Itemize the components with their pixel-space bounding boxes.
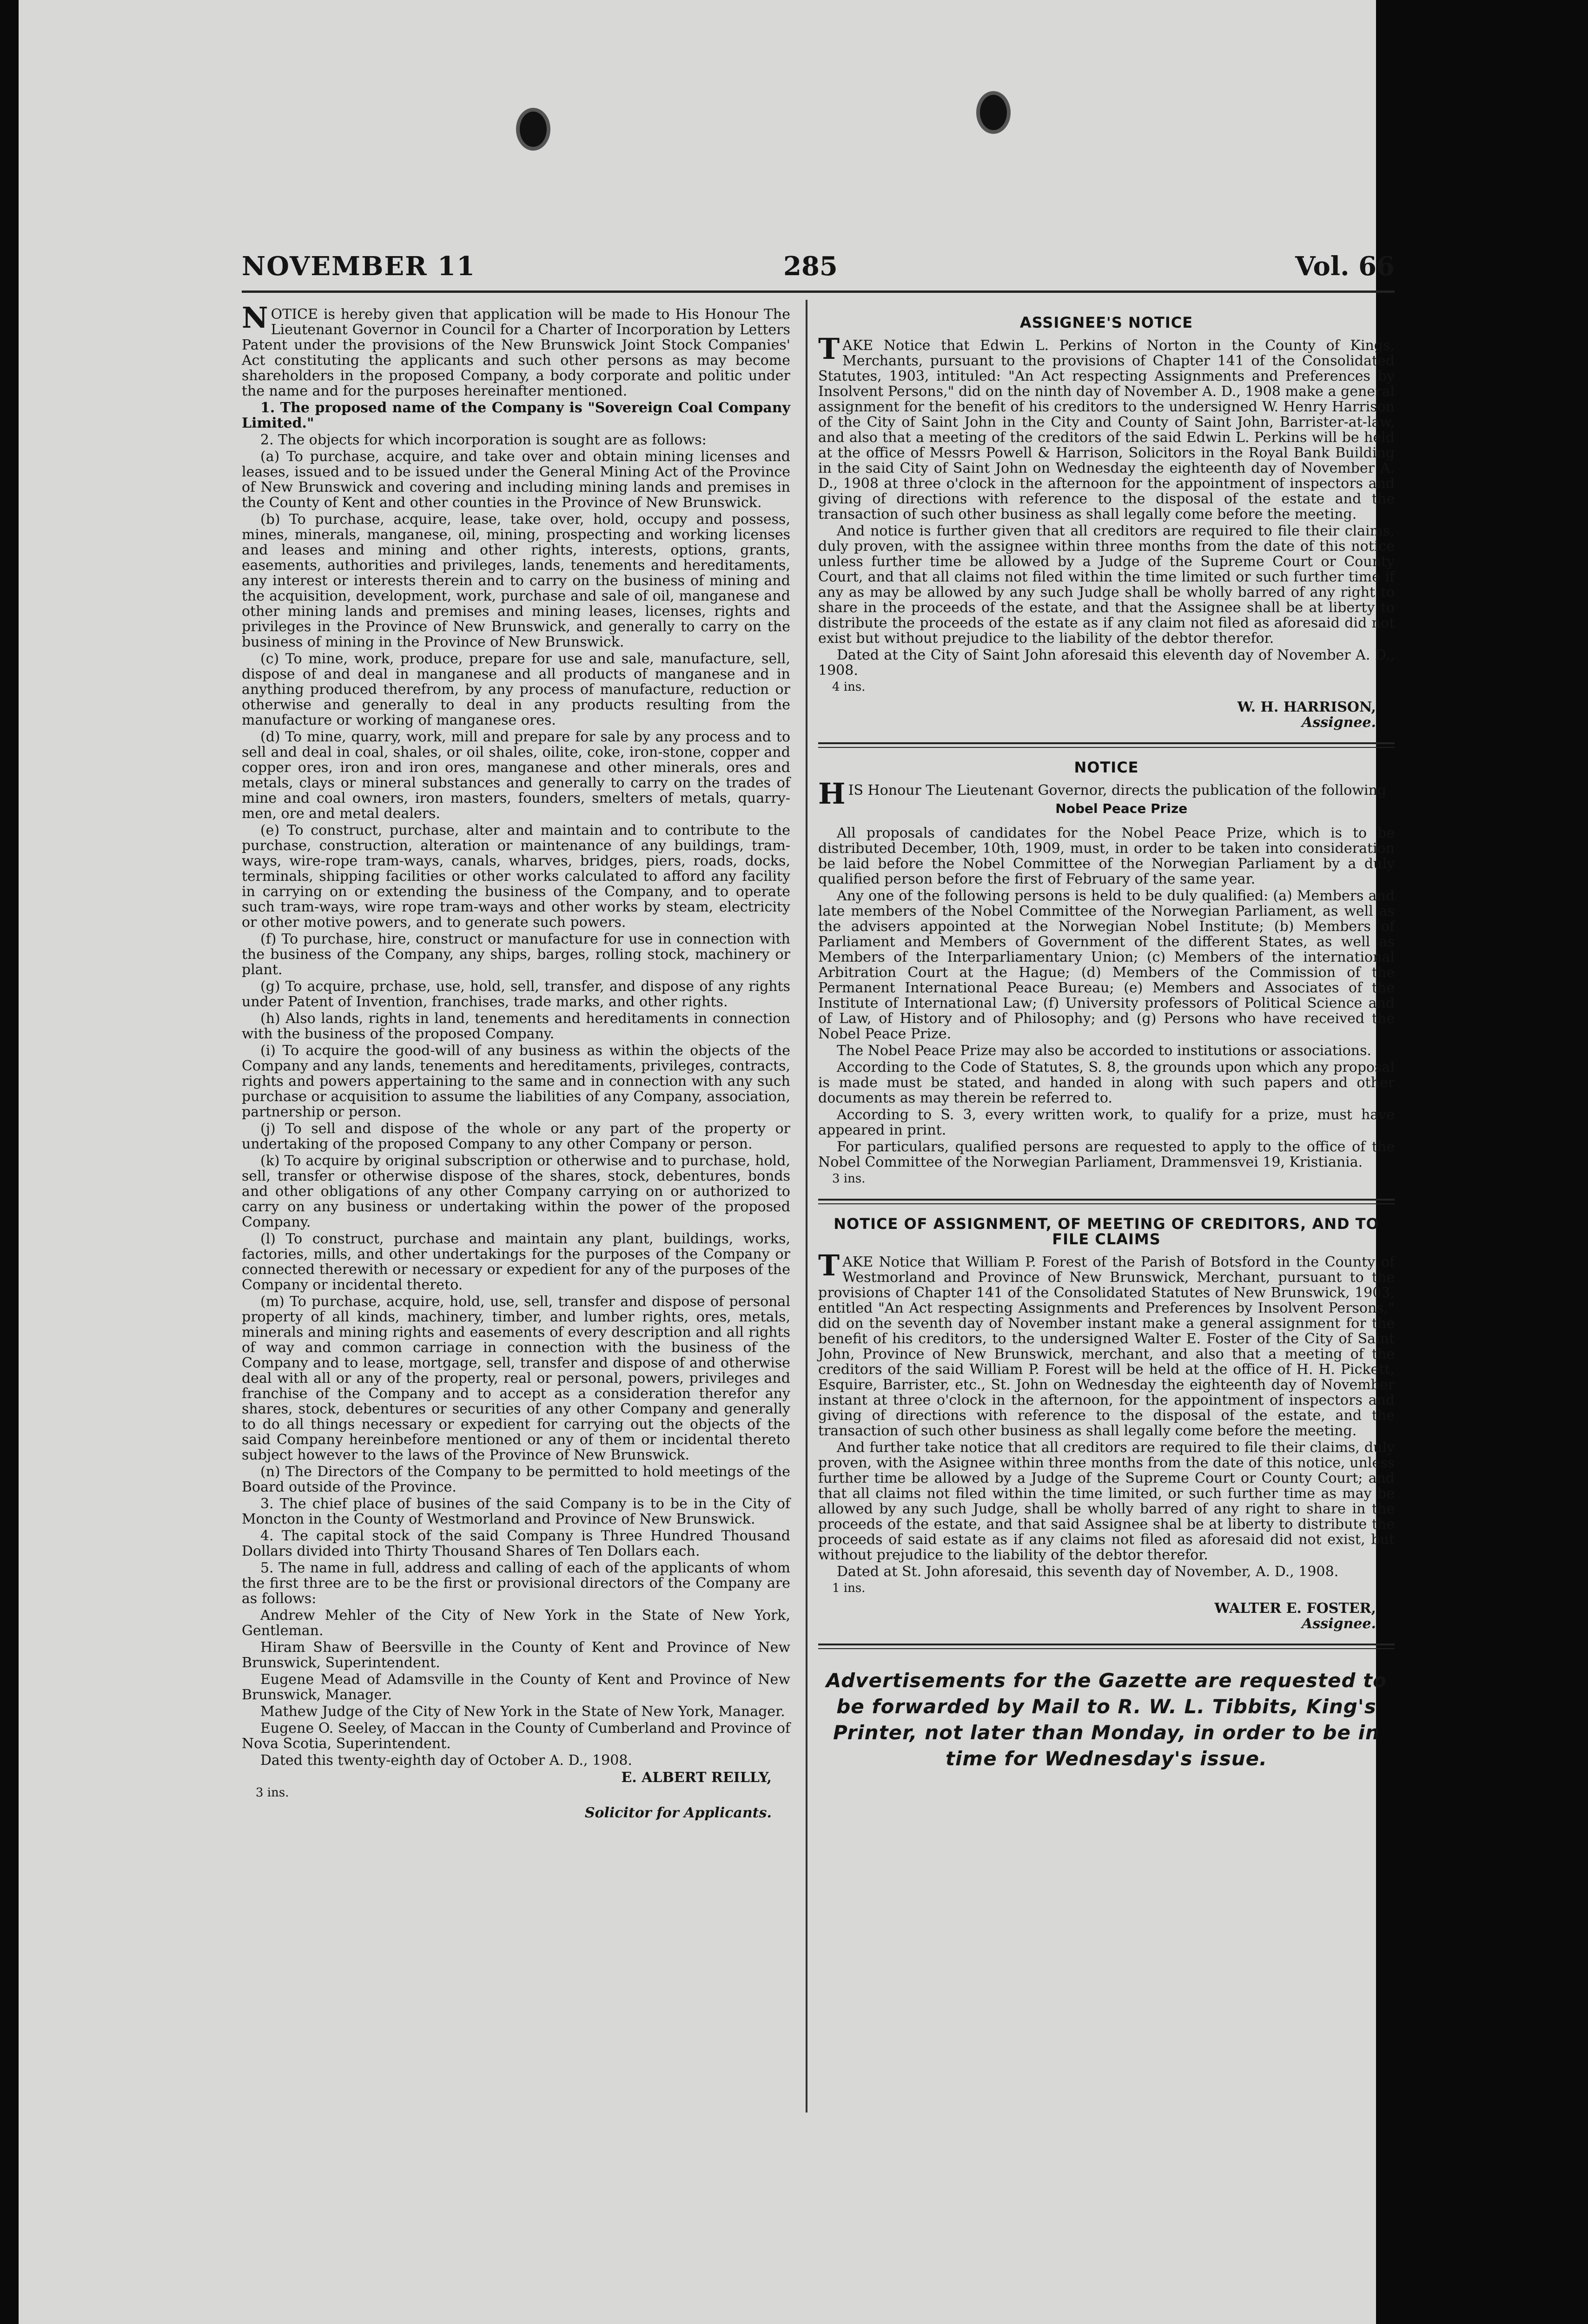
object-d: (d) To mine, quarry, work, mill and prepare for sale by any process and to sell and deal in coal, shales, or oil shales, oilite, coke, iron-stone, copper and copper ores, iron and iron ores, manganese and other minerals, ores and metals, clays or mineral substances and generally to carry on the trades of mine and coal owners, iron masters, founders, smelters of metals, quarry-men, ore and metal dealers. bbox=[242, 729, 790, 822]
applicant: Mathew Judge of the City of New York in the State of New York, Manager. bbox=[260, 1703, 785, 1720]
volume-number: Vol. 66 bbox=[1295, 251, 1395, 282]
assignee-notice-body: TAKE Notice that Edwin L. Perkins of Norton in the County of Kings, Merchants, pursuant to the provisions of Chapter 141 of the Consolidated Statutes, 1903, intituled: "An Act respecting Assignments and Preferences by Insolvent Persons," did on the ninth day of November A. D., 1908 make a general assignment for the benefit of his creditors to the undersigned W. Henry Harrison of the City of Saint John in the City and County of Saint John, Barrister-at-law, and also that a meeting of the creditors of the said Edwin L. Perkins will be held at the office of Messrs Powell & Harrison, Solicitors in the Royal Bank Building in the said City of Saint John on Wednesday the eighteenth day of November A. D., 1908 at three o'clock in the afternoon for the appointment of inspectors and giving of directions with reference to the disposal of the estate and the transaction of such other business as shall legally come before the meeting. bbox=[818, 332, 1395, 522]
section-rule bbox=[818, 1199, 1395, 1204]
assignment-notice-heading: NOTICE OF ASSIGNMENT, OF MEETING OF CREDITORS, AND TO FILE CLAIMS bbox=[834, 1215, 1379, 1248]
assignee-title: Assignee. bbox=[1302, 714, 1376, 731]
advertisement-notice: Advertisements for the Gazette are requested to be forwarded by Mail to R. W. L. Tibbits, King's Printer, not later than Monday, in order to be in time for Wednesday's issue. bbox=[826, 1669, 1387, 1770]
insertion-count: 1 ins. bbox=[832, 1581, 866, 1595]
applicant: Andrew Mehler of the City of New York in the State of New York, Gentleman. bbox=[242, 1607, 790, 1639]
company-name-clause: 1. The proposed name of the Company is "Sovereign Coal Company Limited." bbox=[242, 400, 790, 431]
object-b: (b) To purchase, acquire, lease, take over, hold, occupy and possess, mines, minerals, manganese, oil, mining, prospecting and working licenses and leases and mining and other rights, interests, options, grants, easements, authorities and privileges, lands, tenements and hereditaments, any interest or interests therein and to carry on the business of mining and the acquisition, development, work, purchase and sale of oil, manganese and other mining lands and premises and mining leases, licenses, rights and privileges in the Province of New Brunswick, and generally to carry on the business of mining in the Province of New Brunswick. bbox=[242, 511, 790, 650]
section-rule bbox=[818, 742, 1395, 748]
applicant: Eugene Mead of Adamsville in the County of Kent and Province of New Brunswick, Manager. bbox=[242, 1671, 790, 1703]
assignee-notice-claims: And notice is further given that all creditors are required to file their claims, duly proven, with the assignee within three months from the date of this notice unless further time be allowed by a Judge of the Supreme Court or County Court, and that all claims not filed within the time limited or such further time if any as may be allowed by any such Judge shall be wholly barred of any right to share in the proceeds of the estate, and that the Assignee shall be at liberty to distribute the proceeds of the estate as if any claim not filed as aforesaid did not exist but without prejudice to the liability of the debtor therefor. bbox=[818, 523, 1395, 647]
object-f: (f) To purchase, hire, construct or manufacture for use in connection with the business of the Company, any ships, barges, rolling stock, machinery or plant. bbox=[242, 931, 790, 978]
solicitor-title: Solicitor for Applicants. bbox=[584, 1805, 772, 1821]
capital-stock: 4. The capital stock of the said Company is Three Hundred Thousand Dollars divided into Thirty Thousand Shares of Ten Dollars each. bbox=[242, 1528, 790, 1559]
gazette-page bbox=[19, 0, 1395, 2324]
dated-line: Dated at St. John aforesaid, this seventh day of November, A. D., 1908. bbox=[837, 1564, 1339, 1580]
applicant: Eugene O. Seeley, of Maccan in the County of Cumberland and Province of Nova Scotia, Superintendent. bbox=[242, 1720, 790, 1752]
object-k: (k) To acquire by original subscription or otherwise and to purchase, hold, sell, transfer or otherwise dispose of the shares, stock, debentures, bonds and other obligations of any other Company carrying on or authorized to carry on any business or undertaking within the power of the proposed Company. bbox=[242, 1153, 790, 1230]
nobel-paragraph: According to the Code of Statutes, S. 8, the grounds upon which any proposal is made must be stated, and handed in along with such papers and other documents as may therein be referred to. bbox=[818, 1059, 1395, 1106]
drop-cap: N bbox=[242, 301, 268, 335]
page-number: 285 bbox=[783, 251, 838, 282]
applicants-clause: 5. The name in full, address and calling of each of the applicants of whom the first three are to be the first or provisional directors of the Company are as follows: bbox=[242, 1560, 790, 1607]
incorporation-intro: NOTICE is hereby given that application will be made to His Honour The Lieutenant Governor in Council for a Charter of Incorporation by Letters Patent under the provisions of the New Brunswick Joint Stock Companies' Act constituting the applicants and such other persons as may become shareholders in the proposed Company, a body corporate and politic under the name and for the purposes hereinafter mentioned. bbox=[242, 301, 790, 399]
column-divider bbox=[806, 300, 807, 2113]
punch-hole bbox=[976, 91, 1011, 134]
page-header bbox=[242, 242, 1395, 284]
object-i: (i) To acquire the good-will of any business as within the objects of the Company and any lands, tenements and hereditaments, privileges, contracts, rights and powers appertaining to the same and in connection with any such purchase or acquisition to assume the liabilities of any Company, association, partnership or person. bbox=[242, 1043, 790, 1120]
object-a: (a) To purchase, acquire, and take over and obtain mining licenses and leases, issued and to be issued under the General Mining Act of the Province of New Brunswick and covering and including mining lands and premises in the County of Kent and other counties in the Province of New Brunswick. bbox=[242, 449, 790, 511]
section-rule bbox=[818, 1644, 1395, 1649]
nobel-notice-heading: NOTICE bbox=[1074, 759, 1139, 776]
nobel-paragraph: All proposals of candidates for the Nobel Peace Prize, which is to be distributed December, 10th, 1909, must, in order to be taken into consideration be laid before the Nobel Committee of the Norwegian Parliament by a duly qualified person before the first of February of the same year. bbox=[818, 825, 1395, 887]
assignee-signature: WALTER E. FOSTER, bbox=[1214, 1600, 1376, 1617]
object-m: (m) To purchase, acquire, hold, use, sell, transfer and dispose of personal property of all kinds, machinery, timber, and lumber rights, ores, metals, minerals and mining rights and easements of every description and all rights of way and common carriage in connection with the business of the Company and to lease, mortgage, sell, transfer and dispose of and otherwise deal with all or any of the property, real or personal, powers, privileges and franchise of the Company and to accept as a consideration therefor any shares, stock, debentures or securities of any other Company and generally to do all things necessary or expedient for carrying out the objects of the said Company hereinbefore mentioned or any of them or incidental thereto subject however to the laws of the Province of New Brunswick. bbox=[242, 1294, 790, 1463]
drop-cap: T bbox=[818, 1248, 840, 1282]
nobel-paragraph: For particulars, qualified persons are requested to apply to the office of the Nobel Committee of the Norwegian Parliament, Drammensvei 19, Kristiania. bbox=[818, 1139, 1395, 1170]
objects-clause: 2. The objects for which incorporation is sought are as follows: bbox=[260, 432, 707, 448]
assignment-notice-body: TAKE Notice that William P. Forest of the Parish of Botsford in the County of Westmorland and Province of New Brunswick, Merchant, pursuant to the provisions of Chapter 141 of the Consolidated Statutes of New Brunswick, 1903, entitled "An Act respecting Assignments and Preferences by Insolvent Persons," did on the seventh day of November instant make a general assignment for the benefit of his creditors, to the undersigned Walter E. Foster of the City of Saint John, Province of New Brunswick, merchant, and also that a meeting of the creditors of the said William P. Forest will be held at the office of H. H. Pickett, Esquire, Barrister, etc., St. John on Wednesday the eighteenth day of November instant at three o'clock in the afternoon, for the appointment of inspectors and giving of directions with reference to the disposal of the estate, and the transaction of such other business as shall legally come before the meeting. bbox=[818, 1248, 1395, 1439]
assignee-notice-heading: ASSIGNEE'S NOTICE bbox=[1019, 314, 1193, 331]
insertion-count: 3 ins. bbox=[256, 1786, 289, 1800]
object-j: (j) To sell and dispose of the whole or any part of the property or undertaking of the proposed Company to any other Company or person. bbox=[242, 1121, 790, 1152]
solicitor-name: E. ALBERT REILLY, bbox=[621, 1769, 772, 1786]
nobel-paragraph: Any one of the following persons is held to be duly qualified: (a) Members and late members of the Nobel Committee of the Norwegian Parliament, as well as the advisers appointed at the Norwegian Nobel Institute; (b) Members of Parliament and Members of Government of the different States, as well as Members of the Interparliamentary Union; (c) Members of the international Arbitration Court at the Hague; (d) Members of the Commission of the Permanent International Peace Bureau; (e) Members and Associates of the Institute of International Law; (f) University professors of Political Science and of Law, of History and of Philosophy; and (g) Persons who have received the Nobel Peace Prize. bbox=[818, 888, 1395, 1042]
drop-cap: T bbox=[818, 332, 840, 366]
applicant: Hiram Shaw of Beersville in the County of Kent and Province of New Brunswick, Superintendent. bbox=[242, 1639, 790, 1671]
object-e: (e) To construct, purchase, alter and maintain and to contribute to the purchase, construction, alteration or maintenance of any buildings, tram-ways, wire-rope tram-ways, canals, wharves, bridges, piers, roads, docks, terminals, shipping facilities or other works calculated to afford any facility in carrying on or extending the business of the Company, and to operate such tram-ways, wire rope tram-ways and other works by steam, electricity or other motive powers, and to generate such powers. bbox=[242, 822, 790, 931]
object-g: (g) To acquire, prchase, use, hold, sell, transfer, and dispose of any rights under Patent of Invention, franchises, trade marks, and other rights. bbox=[242, 978, 790, 1010]
object-n: (n) The Directors of the Company to be permitted to hold meetings of the Board outside of the Province. bbox=[242, 1464, 790, 1495]
issue-date: NOVEMBER 11 bbox=[242, 251, 476, 282]
drop-cap: H bbox=[818, 777, 846, 811]
insertion-count: 3 ins. bbox=[832, 1172, 866, 1186]
assignment-notice-claims: And further take notice that all creditors are required to file their claims, duly proven, with the Asignee within three months from the date of this notice, unless further time be allowed by a Judge of the Supreme Court or County Court; and that all claims not filed within the time limited, or such further time as may be allowed by any such Judge, shall be wholly barred of any right to share in the proceeds of the estate, and that said Assignee shal be at liberty to distribute the proceeds of said estate as if any claims not filed as aforesaid did not exist, but without prejudice to the liability of the debtor therefor. bbox=[818, 1439, 1395, 1563]
right-column bbox=[818, 307, 1395, 2305]
insertion-count: 4 ins. bbox=[832, 680, 866, 694]
nobel-paragraph: According to S. 3, every written work, to qualify for a prize, must have appeared in print. bbox=[818, 1107, 1395, 1138]
dated-line: Dated at the City of Saint John aforesaid this eleventh day of November A. D., 1908. bbox=[818, 647, 1395, 679]
place-of-business: 3. The chief place of busines of the said Company is to be in the City of Moncton in the County of Westmorland and Province of New Brunswick. bbox=[242, 1496, 790, 1527]
assignee-title: Assignee. bbox=[1302, 1616, 1376, 1632]
header-rule bbox=[242, 290, 1395, 293]
object-h: (h) Also lands, rights in land, tenements and hereditaments in connection with the business of the proposed Company. bbox=[242, 1010, 790, 1042]
punch-hole bbox=[516, 108, 550, 151]
dated-line: Dated this twenty-eighth day of October A. D., 1908. bbox=[260, 1752, 632, 1769]
nobel-intro: HIS Honour The Lieutenant Governor, directs the publication of the following bbox=[818, 777, 1387, 811]
nobel-paragraph: The Nobel Peace Prize may also be accorded to institutions or associations. bbox=[837, 1043, 1372, 1059]
object-l: (l) To construct, purchase and maintain any plant, buildings, works, factories, mills, and other undertakings for the purposes of the Company or connected therewith or necessary or expedient for any of the purposes of the Company or incidental thereto. bbox=[242, 1231, 790, 1293]
object-c: (c) To mine, work, produce, prepare for use and sale, manufacture, sell, dispose of and deal in manganese and all products of manganese and in anything produced therefrom, by any process of manufacture, reduction or otherwise and generally to deal in any products resulting from the manufacture or working of manganese ores. bbox=[242, 651, 790, 728]
nobel-subheading: Nobel Peace Prize bbox=[1055, 801, 1188, 816]
assignee-signature: W. H. HARRISON, bbox=[1237, 699, 1376, 715]
left-column bbox=[242, 301, 790, 2212]
